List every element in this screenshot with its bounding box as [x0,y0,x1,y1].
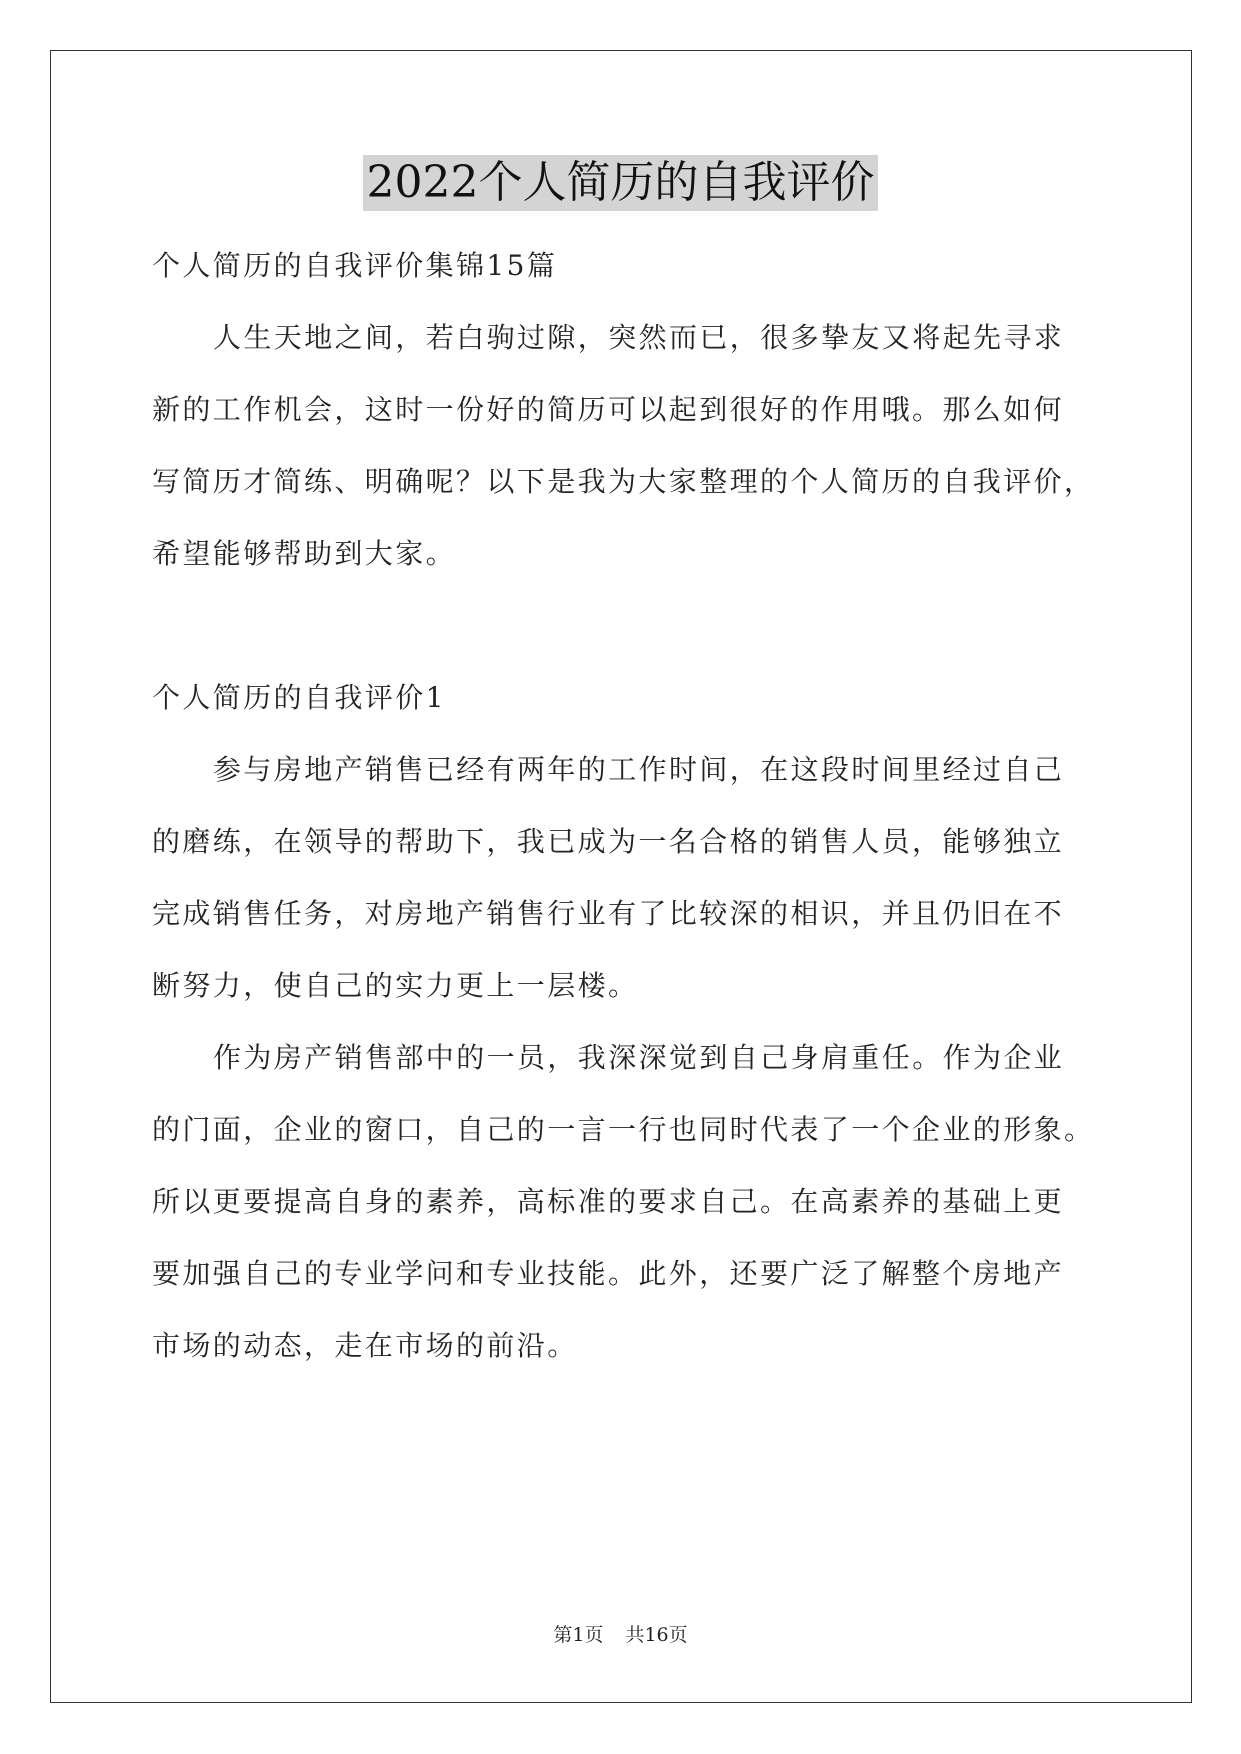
intro-line: 新的工作机会，这时一份好的简历可以起到很好的作用哦。那么如何 [152,393,1065,426]
paragraph-line: 的门面，企业的窗口，自己的一言一行也同时代表了一个企业的形象。 [152,1113,1095,1146]
document-title: 2022个人简历的自我评价 [363,155,879,211]
page-total: 共16页 [625,1624,688,1646]
page-footer [0,1620,1241,1647]
paragraph-line: 市场的动态，走在市场的前沿。 [152,1329,578,1362]
intro-line: 希望能够帮助到大家。 [152,537,457,570]
intro-line: 人生天地之间，若白驹过隙，突然而已，很多挚友又将起先寻求 [213,321,1065,354]
paragraph-line: 作为房产销售部中的一员，我深深觉到自己身肩重任。作为企业 [213,1041,1065,1074]
intro-line: 写简历才简练、明确呢？以下是我为大家整理的个人简历的自我评价， [152,465,1095,498]
paragraph-line: 的磨练，在领导的帮助下，我已成为一名合格的销售人员，能够独立 [152,825,1065,858]
paragraph-line: 要加强自己的专业学问和专业技能。此外，还要广泛了解整个房地产 [152,1257,1065,1290]
document-body [152,230,1102,1382]
paragraph-line: 完成销售任务，对房地产销售行业有了比较深的相识，并且仍旧在不 [152,897,1065,930]
page-number: 第1页 [553,1624,604,1646]
paragraph-line: 断努力，使自己的实力更上一层楼。 [152,969,639,1002]
section-heading: 个人简历的自我评价1 [152,681,446,714]
blank-line [152,590,1102,662]
title-container [0,155,1241,211]
paragraph-line: 所以更要提高自身的素养，高标准的要求自己。在高素养的基础上更 [152,1185,1065,1218]
document-subtitle: 个人简历的自我评价集锦15篇 [152,249,558,282]
paragraph-line: 参与房地产销售已经有两年的工作时间，在这段时间里经过自己 [213,753,1065,786]
